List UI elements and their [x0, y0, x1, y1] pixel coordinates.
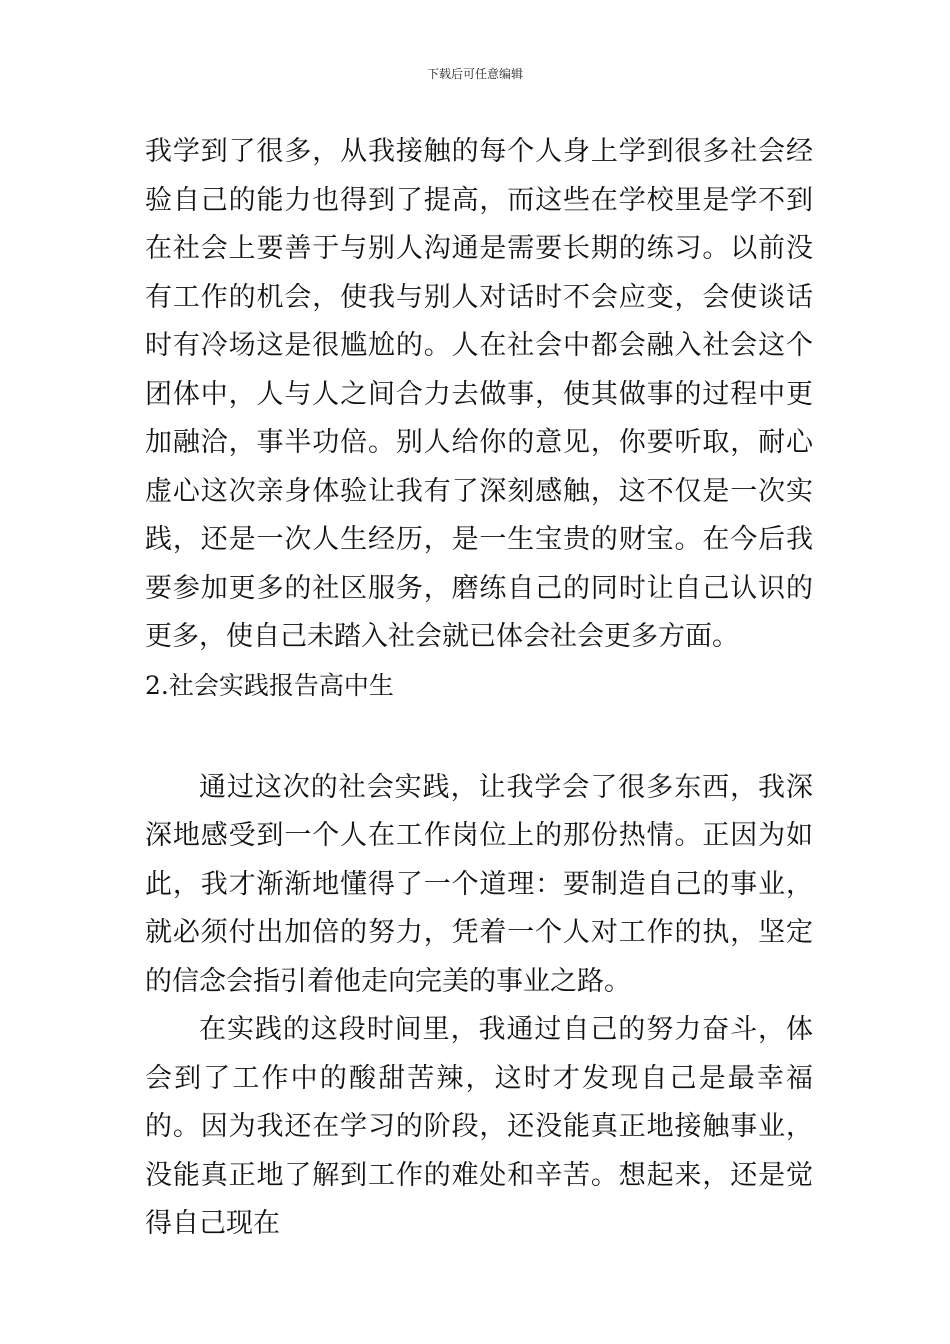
page-header-note: 下载后可任意编辑 — [426, 67, 523, 81]
body-paragraph-2: 通过这次的社会实践，让我学会了很多东西，我深深地感受到一个人在工作岗位上的那份热情。正因为如此，我才渐渐地懂得了一个道理：要制造自己的事业，就必须付出加倍的努力，凭着一个人对工作的执，坚定的信念会指引着他走向完美的事业之路。 — [145, 771, 813, 997]
section-heading: 2.社会实践报告高中生 — [145, 670, 394, 700]
body-paragraph-3: 在实践的这段时间里，我通过自己的努力奋斗，体会到了工作中的酸甜苦辣，这时才发现自己是最幸福的。因为我还在学习的阶段，还没能真正地接触事业，没能真正地了解到工作的难处和辛苦。想起来，还是觉得自己现在 — [145, 1014, 813, 1239]
body-paragraph-1: 我学到了很多，从我接触的每个人身上学到很多社会经验自己的能力也得到了提高，而这些在学校里是学不到在社会上要善于与别人沟通是需要长期的练习。以前没有工作的机会，使我与别人对话时不会应变，会使谈话时有冷场这是很尴尬的。人在社会中都会融入社会这个团体中，人与人之间合力去做事，使其做事的过程中更加融洽，事半功倍。别人给你的意见，你要听取，耐心虚心这次亲身体验让我有了深刻感触，这不仅是一次实践，还是一次人生经历，是一生宝贵的财宝。在今后我要参加更多的社区服务，磨练自己的同时让自己认识的更多，使自己未踏入社会就已体会社会更多方面。 — [145, 136, 813, 652]
document-body — [145, 128, 813, 1249]
blank-line — [145, 710, 813, 764]
